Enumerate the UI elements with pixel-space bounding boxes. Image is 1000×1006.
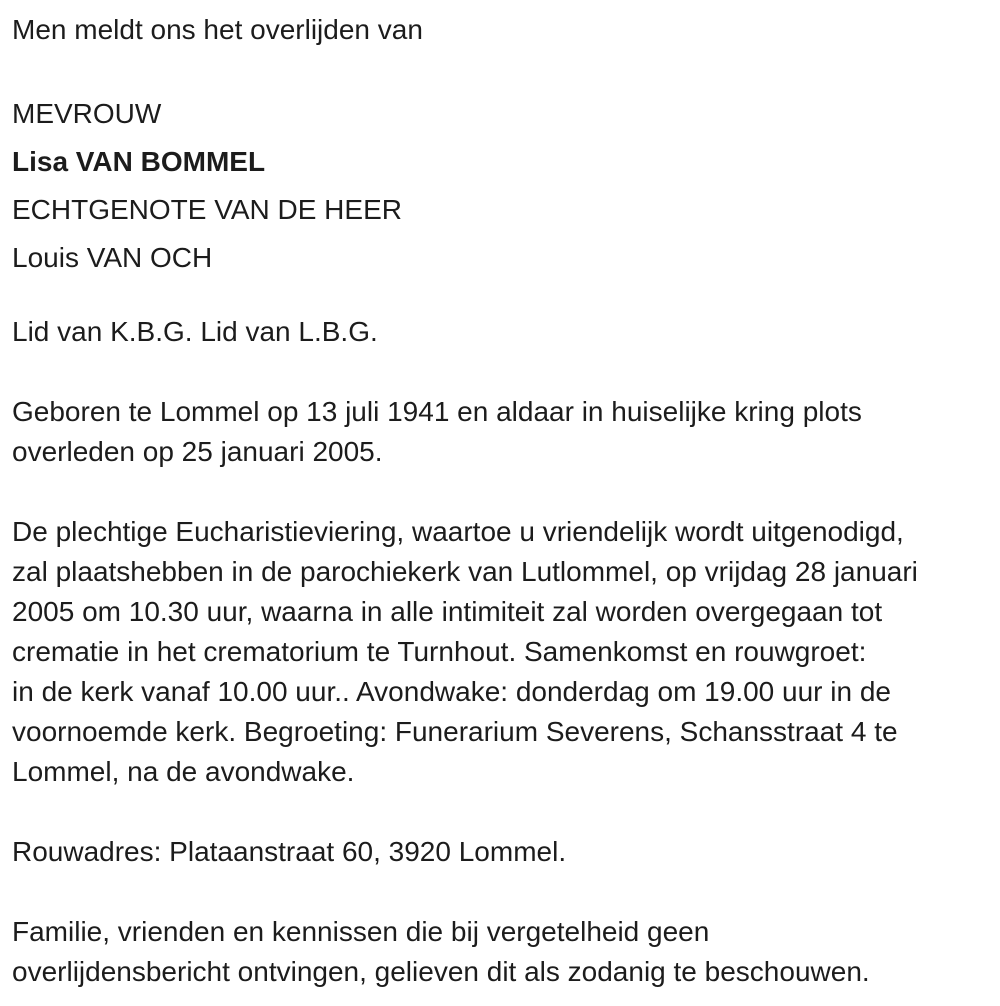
deceased-name-line: Lisa VAN BOMMEL <box>12 146 266 177</box>
spouse-name-line: Louis VAN OCH <box>12 242 213 273</box>
relation-line: ECHTGENOTE VAN DE HEER <box>12 194 402 225</box>
service-line: crematie in het crematorium te Turnhout. Samenkomst en rouwgroet: <box>12 636 867 667</box>
apology-line: overlijdensbericht ontvingen, gelieven dit als zodanig te beschouwen. <box>12 956 870 987</box>
apology-line: Familie, vrienden en kennissen die bij vergetelheid geen <box>12 916 710 947</box>
service-line: voornoemde kerk. Begroeting: Funerarium Severens, Schansstraat 4 te <box>12 716 898 747</box>
death-notice-document <box>12 10 988 992</box>
service-line: De plechtige Eucharistieviering, waartoe u vriendelijk wordt uitgenodigd, <box>12 516 904 547</box>
salutation-line: MEVROUW <box>12 98 162 129</box>
deceased-header-block <box>12 90 988 282</box>
service-line: Lommel, na de avondwake. <box>12 756 355 787</box>
birth-death-line: overleden op 25 januari 2005. <box>12 436 383 467</box>
memberships-line: Lid van K.B.G. Lid van L.B.G. <box>12 316 378 347</box>
birth-death-paragraph <box>12 392 988 472</box>
apology-paragraph <box>12 912 988 992</box>
birth-death-line: Geboren te Lommel op 13 juli 1941 en aldaar in huiselijke kring plots <box>12 396 862 427</box>
service-paragraph <box>12 512 988 792</box>
intro-line: Men meldt ons het overlijden van <box>12 14 423 45</box>
service-line: 2005 om 10.30 uur, waarna in alle intimiteit zal worden overgegaan tot <box>12 596 883 627</box>
service-line: in de kerk vanaf 10.00 uur.. Avondwake: donderdag om 19.00 uur in de <box>12 676 891 707</box>
service-line: zal plaatshebben in de parochiekerk van Lutlommel, op vrijdag 28 januari <box>12 556 918 587</box>
mourning-address-line: Rouwadres: Plataanstraat 60, 3920 Lommel. <box>12 836 567 867</box>
